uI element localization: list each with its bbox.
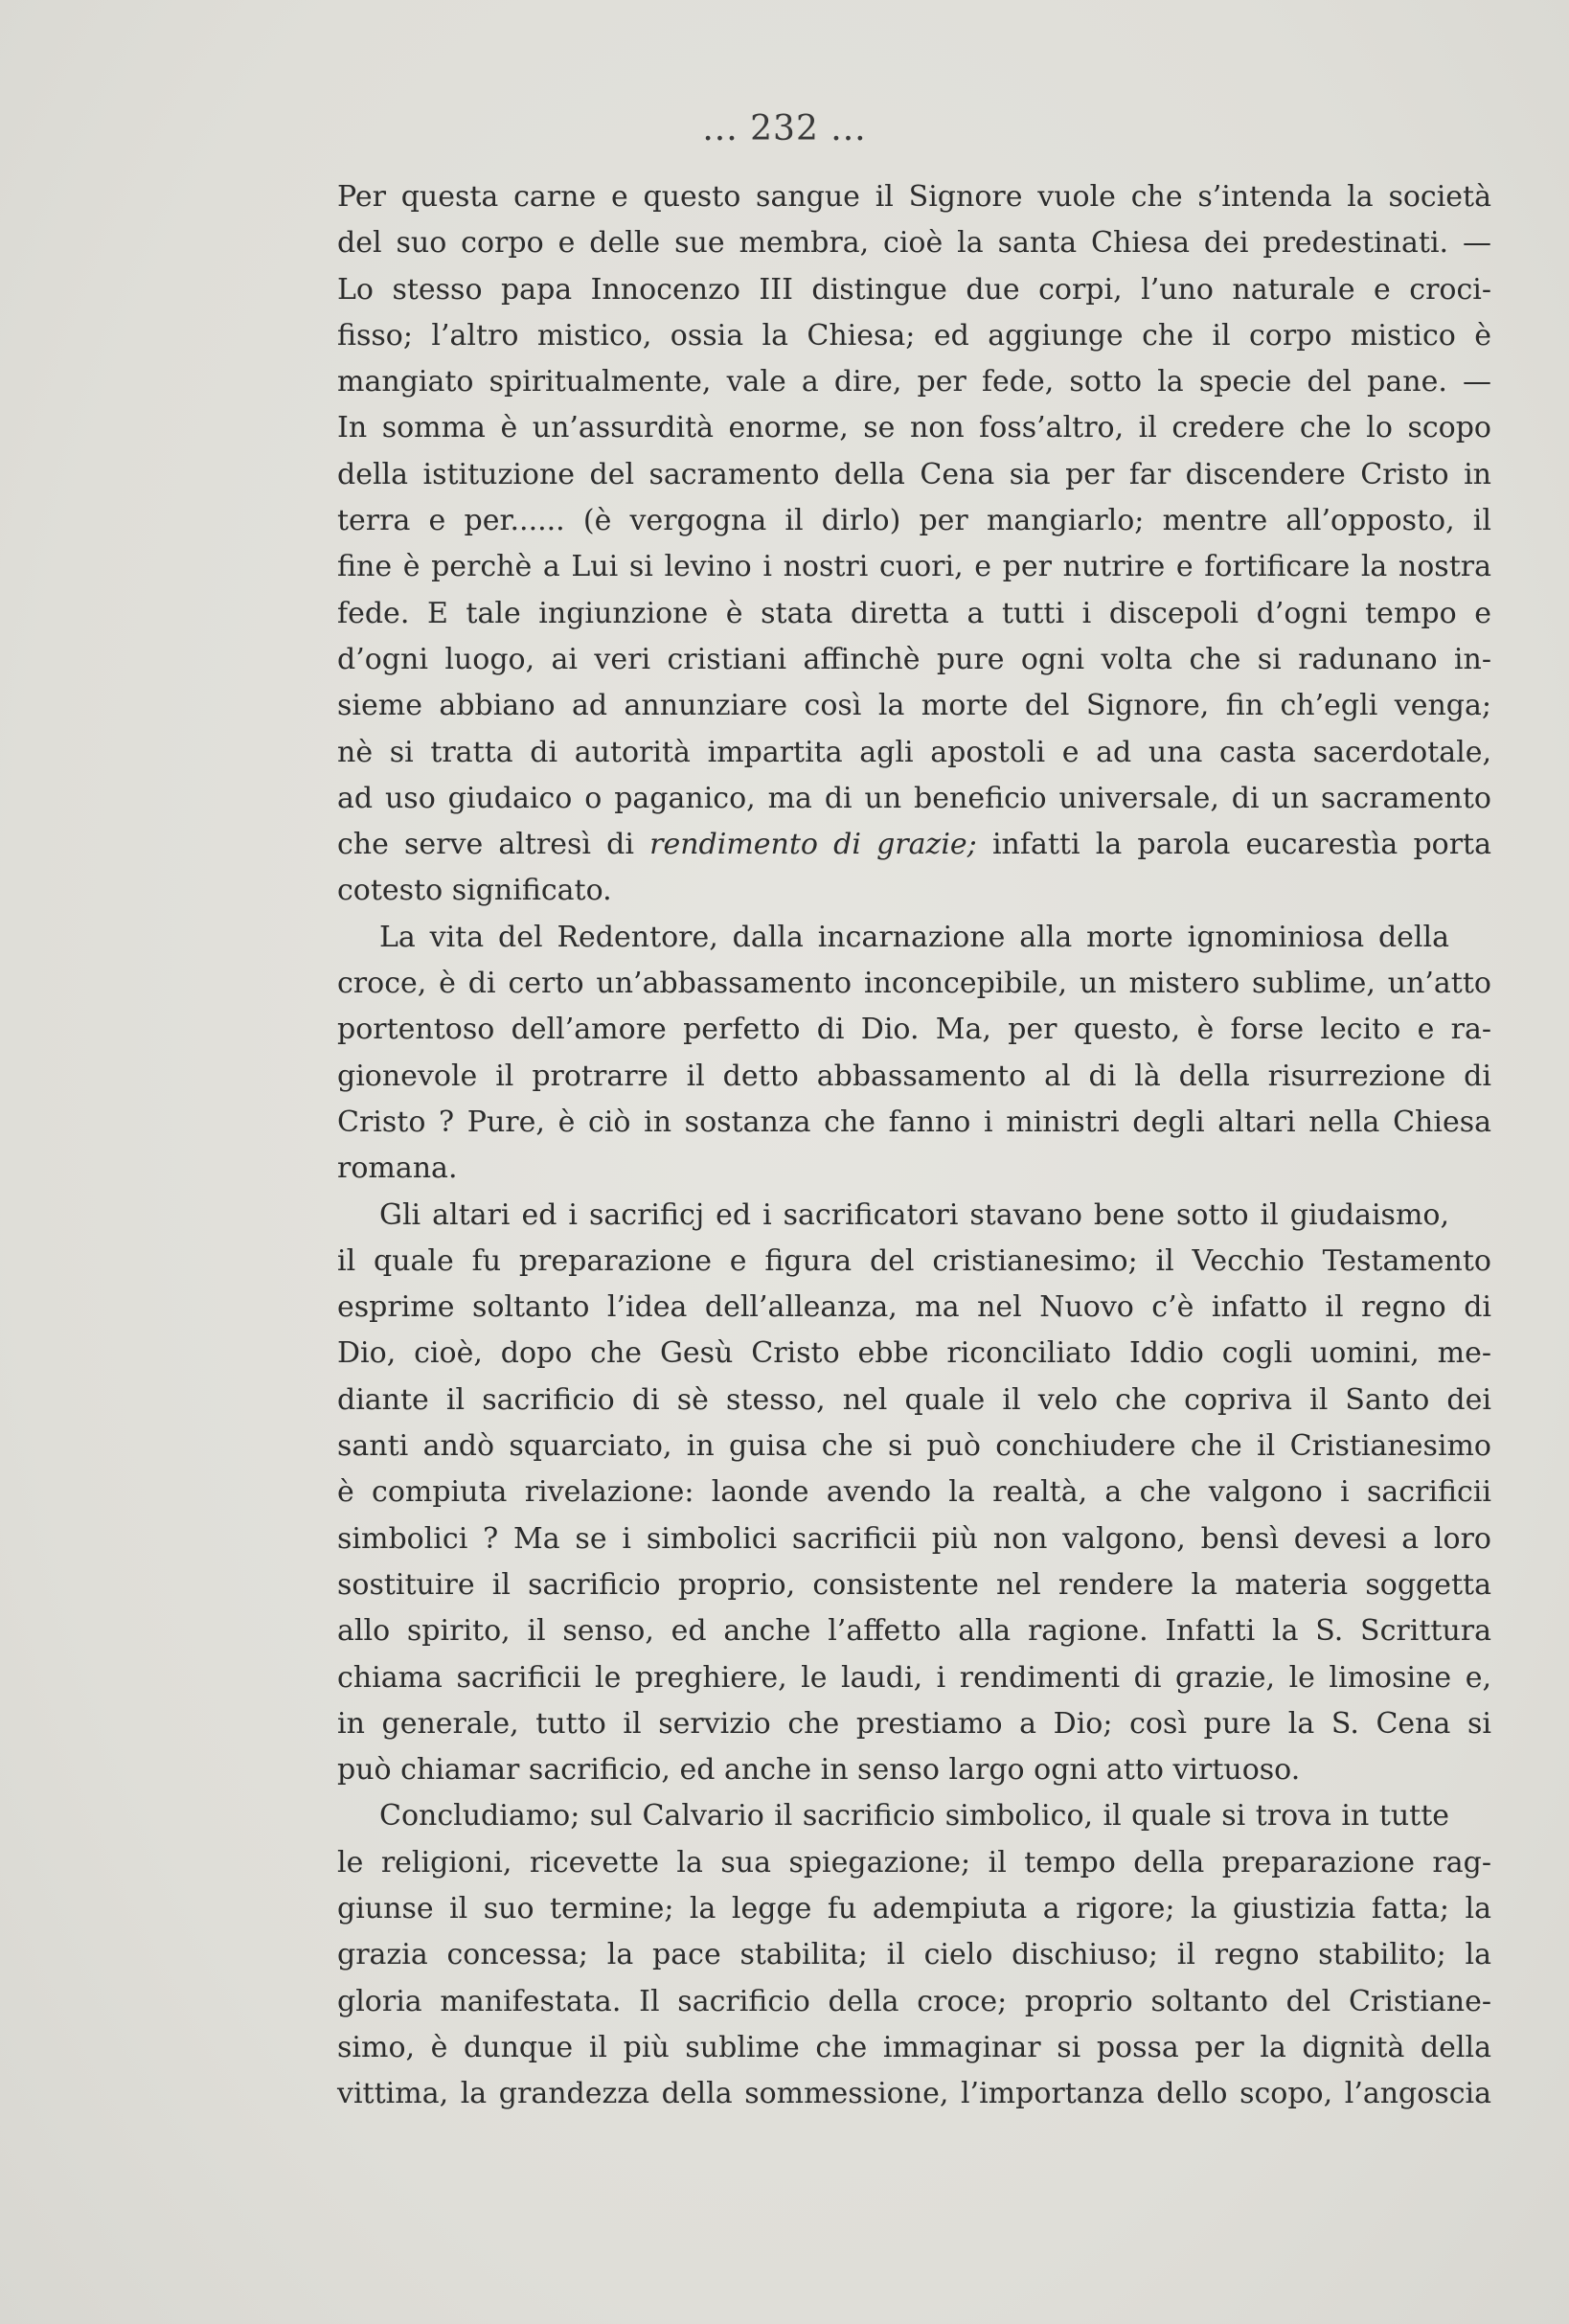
text-line: In somma è un’assurdità enorme, se non foss’altro, il credere che lo scopo	[337, 411, 1491, 445]
text-line: in generale, tutto il servizio che prestiamo a Dio; così pure la S. Cena si	[337, 1706, 1491, 1741]
text-line: portentoso dell’amore perfetto di Dio. Ma, per questo, è forse lecito e ra-	[337, 1013, 1492, 1047]
text-line: ad uso giudaico o paganico, ma di un beneficio universale, di un sacramento	[337, 781, 1491, 815]
text-line: il quale fu preparazione e figura del cristianesimo; il Vecchio Testamento	[337, 1243, 1491, 1278]
text-line: chiama sacrificii le preghiere, le laudi, i rendimenti di grazie, le limosine e,	[337, 1660, 1491, 1695]
text-line: d’ogni luogo, ai veri cristiani affinchè pure ogni volta che si radunano in-	[337, 642, 1491, 676]
text-line: grazia concessa; la pace stabilita; il cielo dischiuso; il regno stabilito; la	[337, 1938, 1491, 1972]
text-segment: infatti la parola eucarestìa porta	[976, 828, 1491, 862]
text-line: del suo corpo e delle sue membra, cioè la santa Chiesa dei predestinati. —	[337, 226, 1491, 261]
text-line: gloria manifestata. Il sacrificio della croce; proprio soltanto del Cristiane-	[337, 1984, 1491, 2018]
text-line: è compiuta rivelazione: laonde avendo la realtà, a che valgono i sacrificii	[337, 1475, 1491, 1510]
text-line: può chiamar sacrificio, ed anche in senso largo ogni atto virtuoso.	[337, 1753, 1301, 1788]
text-line: mangiato spiritualmente, vale a dire, per fede, sotto la specie del pane. —	[337, 365, 1491, 399]
text-line: Lo stesso papa Innocenzo III distingue due corpi, l’uno naturale e croci-	[337, 272, 1492, 307]
text-line: Per questa carne e questo sangue il Signore vuole che s’intenda la società	[337, 180, 1491, 214]
text-line: simo, è dunque il più sublime che immaginar si possa per la dignità della	[337, 2030, 1491, 2064]
body-text	[337, 174, 1491, 2117]
paragraph-3	[337, 1193, 1491, 1794]
text-line: La vita del Redentore, dalla incarnazione alla morte ignominiosa della	[379, 920, 1449, 954]
text-line: diante il sacrificio di sè stesso, nel quale il velo che copriva il Santo dei	[337, 1382, 1491, 1417]
italic-phrase: rendimento di grazie;	[649, 828, 977, 862]
text-line: giunse il suo termine; la legge fu adempiuta a rigore; la giustizia fatta; la	[337, 1891, 1491, 1925]
paragraph-4	[337, 1793, 1491, 2117]
paragraph-1	[337, 174, 1491, 915]
text-line: Dio, cioè, dopo che Gesù Cristo ebbe riconciliato Iddio cogli uomini, me-	[337, 1336, 1491, 1371]
text-line: fede. E tale ingiunzione è stata diretta a tutti i discepoli d’ogni tempo e	[337, 596, 1491, 630]
text-line: terra e per...... (è vergogna il dirlo) per mangiarlo; mentre all’opposto, il	[337, 504, 1491, 538]
text-line: esprime soltanto l’idea dell’alleanza, ma nel Nuovo c’è infatto il regno di	[337, 1290, 1491, 1325]
paragraph-2	[337, 915, 1491, 1193]
text-line: allo spirito, il senso, ed anche l’affetto alla ragione. Infatti la S. Scrittura	[337, 1614, 1492, 1649]
text-line: le religioni, ricevette la sua spiegazione; il tempo della preparazione rag-	[337, 1845, 1491, 1880]
text-line: Concludiamo; sul Calvario il sacrificio simbolico, il quale si trova in tutte	[379, 1799, 1449, 1834]
text-line-with-italic	[337, 822, 1491, 868]
text-line: Cristo ? Pure, è ciò in sostanza che fanno i ministri degli altari nella Chiesa	[337, 1105, 1491, 1139]
text-line: cotesto significato.	[337, 874, 612, 908]
text-line: simbolici ? Ma se i simbolici sacrificii più non valgono, bensì devesi a loro	[337, 1521, 1491, 1556]
text-line: sostituire il sacrificio proprio, consistente nel rendere la materia soggetta	[337, 1567, 1492, 1602]
text-line: fisso; l’altro mistico, ossia la Chiesa; ed aggiunge che il corpo mistico è	[337, 318, 1491, 353]
text-line: Gli altari ed i sacrificj ed i sacrificatori stavano bene sotto il giudaismo,	[379, 1197, 1449, 1232]
text-line: sieme abbiano ad annunziare così la morte del Signore, fin ch’egli venga;	[337, 689, 1491, 723]
text-line: nè si tratta di autorità impartita agli apostoli e ad una casta sacerdotale,	[337, 735, 1491, 769]
text-line: gionevole il protrarre il detto abbassamento al di là della risurrezione di	[337, 1059, 1491, 1093]
text-line: croce, è di certo un’abbassamento inconcepibile, un mistero sublime, un’atto	[337, 967, 1491, 1001]
page-number: ... 232 ...	[702, 109, 867, 148]
text-line: fine è perchè a Lui si levino i nostri cuori, e per nutrire e fortificare la nostra	[337, 550, 1491, 584]
text-line: vittima, la grandezza della sommessione, l’importanza dello scopo, l’angoscia	[337, 2077, 1492, 2111]
text-line: della istituzione del sacramento della Cena sia per far discendere Cristo in	[337, 457, 1491, 491]
text-line: romana.	[337, 1151, 458, 1186]
text-line: santi andò squarciato, in guisa che si può conchiudere che il Cristianesimo	[337, 1429, 1491, 1464]
text-segment: che serve altresì di	[337, 828, 650, 862]
